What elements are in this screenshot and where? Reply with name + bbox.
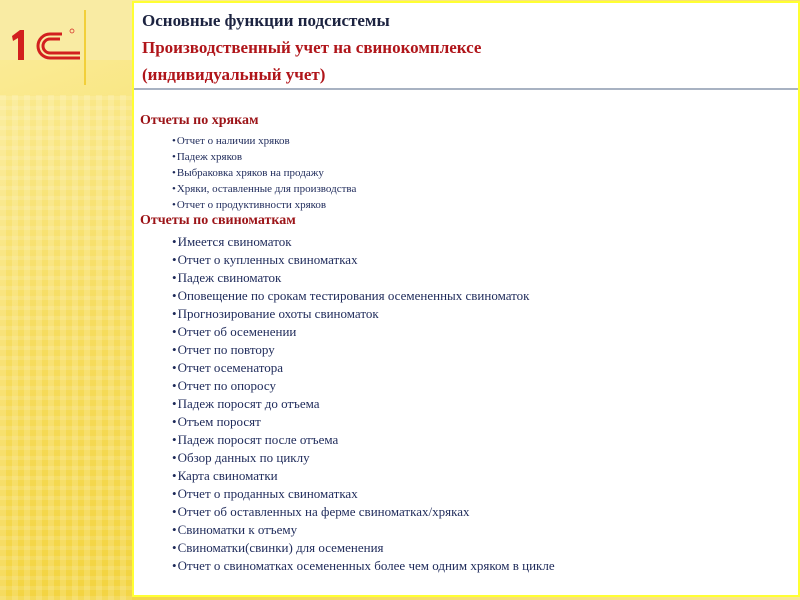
slide-subtitle-2: (индивидуальный учет) [142,65,326,84]
list-item: • Отчет о купленных свиноматках [172,251,555,269]
list-item: • Обзор данных по циклу [172,449,555,467]
list-item: • Падеж свиноматок [172,269,555,287]
list-item: • Отчет по опоросу [172,377,555,395]
list-item: • Отчет о наличии хряков [172,133,356,149]
list-item: • Свиноматки(свинки) для осеменения [172,539,555,557]
list-item: • Карта свиноматки [172,467,555,485]
list-item: • Прогнозирование охоты свиноматок [172,305,555,323]
list-item: • Отчет об оставленных на ферме свиноматках/хряках [172,503,555,521]
list-item: • Имеется свиноматок [172,233,555,251]
list-item: • Отчет об осеменении [172,323,555,341]
background-building-image [0,95,132,600]
slide-title: Основные функции подсистемы [142,11,390,30]
list-item: • Свиноматки к отъему [172,521,555,539]
boar-reports-list [172,133,356,213]
slide-subtitle: Производственный учет на свинокомплексе [142,38,482,57]
list-item: • Отчет о продуктивности хряков [172,197,356,213]
list-item: • Отчет осеменатора [172,359,555,377]
divider [84,10,86,85]
list-item: • Отчет по повтору [172,341,555,359]
list-item: • Оповещение по срокам тестирования осемененных свиноматок [172,287,555,305]
title-divider [134,88,798,90]
slide-content [132,1,800,597]
list-item: • Отчет о свиноматках осемененных более чем одним хряком в цикле [172,557,555,575]
list-item: • Падеж поросят до отъема [172,395,555,413]
list-item: • Падеж хряков [172,149,356,165]
list-item: • Отчет о проданных свиноматках [172,485,555,503]
list-item: • Выбраковка хряков на продажу [172,165,356,181]
list-item: • Хряки, оставленные для производства [172,181,356,197]
section-heading: Отчеты по хрякам [140,113,259,128]
list-item: • Падеж поросят после отъема [172,431,555,449]
list-item: • Отъем поросят [172,413,555,431]
1c-logo [10,28,80,64]
sow-reports-list [172,233,555,575]
section-heading: Отчеты по свиноматкам [140,213,296,228]
